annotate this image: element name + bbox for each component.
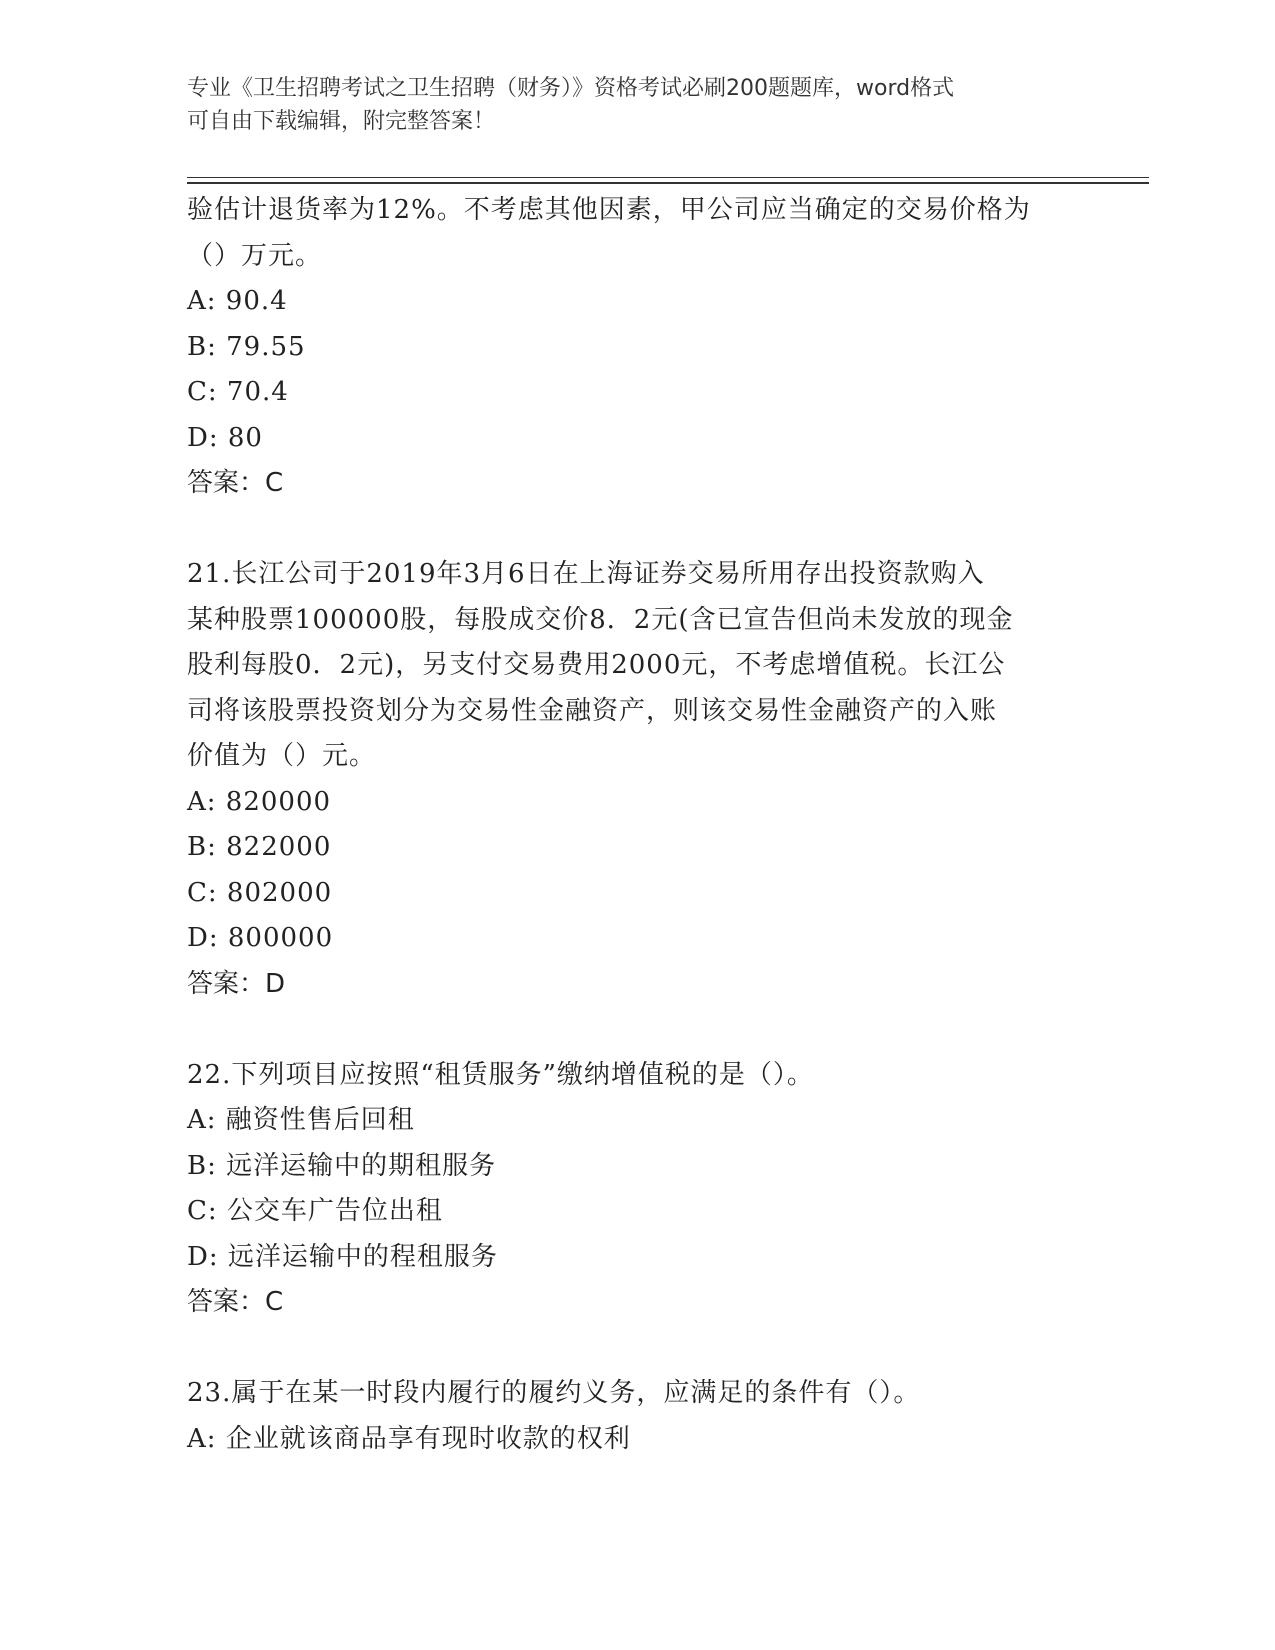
- question-stem-line: 23.属于在某一时段内履行的履约义务，应满足的条件有（）。: [187, 1378, 921, 1408]
- option-d: D: 远洋运输中的程租服务: [187, 1241, 498, 1272]
- question-stem-line: 21.长江公司于2019年3月6日在上海证券交易所用存出投资款购入: [187, 559, 985, 589]
- question-stem-line: 司将该股票投资划分为交易性金融资产，则该交易性金融资产的入账: [187, 695, 998, 726]
- option-a: A: 融资性售后回租: [187, 1105, 415, 1135]
- question-21: [187, 552, 1087, 1007]
- option-b: B: 远洋运输中的期租服务: [187, 1150, 497, 1181]
- header-rule-thin: [187, 177, 1149, 178]
- header-title-line-2: 可自由下载编辑，附完整答案！: [187, 109, 496, 134]
- question-20: [187, 188, 1087, 507]
- question-content: [187, 188, 1087, 1462]
- spacer: [187, 1326, 1087, 1372]
- question-22: [187, 1053, 1087, 1326]
- question-stem-line: 股利每股0．2元)，另支付交易费用2000元，不考虑增值税。长江公: [187, 650, 1006, 680]
- option-a: A: 90.4: [187, 286, 288, 316]
- option-d: D: 80: [187, 422, 263, 453]
- question-23: [187, 1371, 1087, 1462]
- question-stem-line: 价值为（）元。: [187, 741, 377, 771]
- option-b: B: 822000: [187, 832, 332, 862]
- answer-line: 答案：C: [187, 1287, 284, 1317]
- option-a: A: 企业就该商品享有现时收款的权利: [187, 1423, 631, 1454]
- question-stem-line: 22.下列项目应按照“租赁服务”缴纳增值税的是（）。: [187, 1059, 814, 1090]
- option-c: C: 70.4: [187, 377, 289, 407]
- question-stem-line: （）万元。: [187, 240, 323, 271]
- header-title-line-1: 专业《卫生招聘考试之卫生招聘（财务）》资格考试必刷200题题库，word格式: [187, 76, 955, 101]
- option-d: D: 800000: [187, 923, 334, 953]
- question-stem-line: 验估计退货率为12%。不考虑其他因素，甲公司应当确定的交易价格为: [187, 195, 1031, 225]
- header-rule-thick: [187, 182, 1149, 184]
- spacer: [187, 507, 1087, 553]
- option-a: A: 820000: [187, 786, 332, 817]
- answer-line: 答案：D: [187, 968, 286, 999]
- document-header: [187, 72, 1087, 138]
- option-c: C: 公交车广告位出租: [187, 1196, 443, 1226]
- option-c: C: 802000: [187, 877, 333, 908]
- question-stem-line: 某种股票100000股，每股成交价8．2元(含已宣告但尚未发放的现金: [187, 604, 1014, 635]
- spacer: [187, 1007, 1087, 1053]
- option-b: B: 79.55: [187, 331, 306, 362]
- answer-line: 答案：C: [187, 468, 284, 498]
